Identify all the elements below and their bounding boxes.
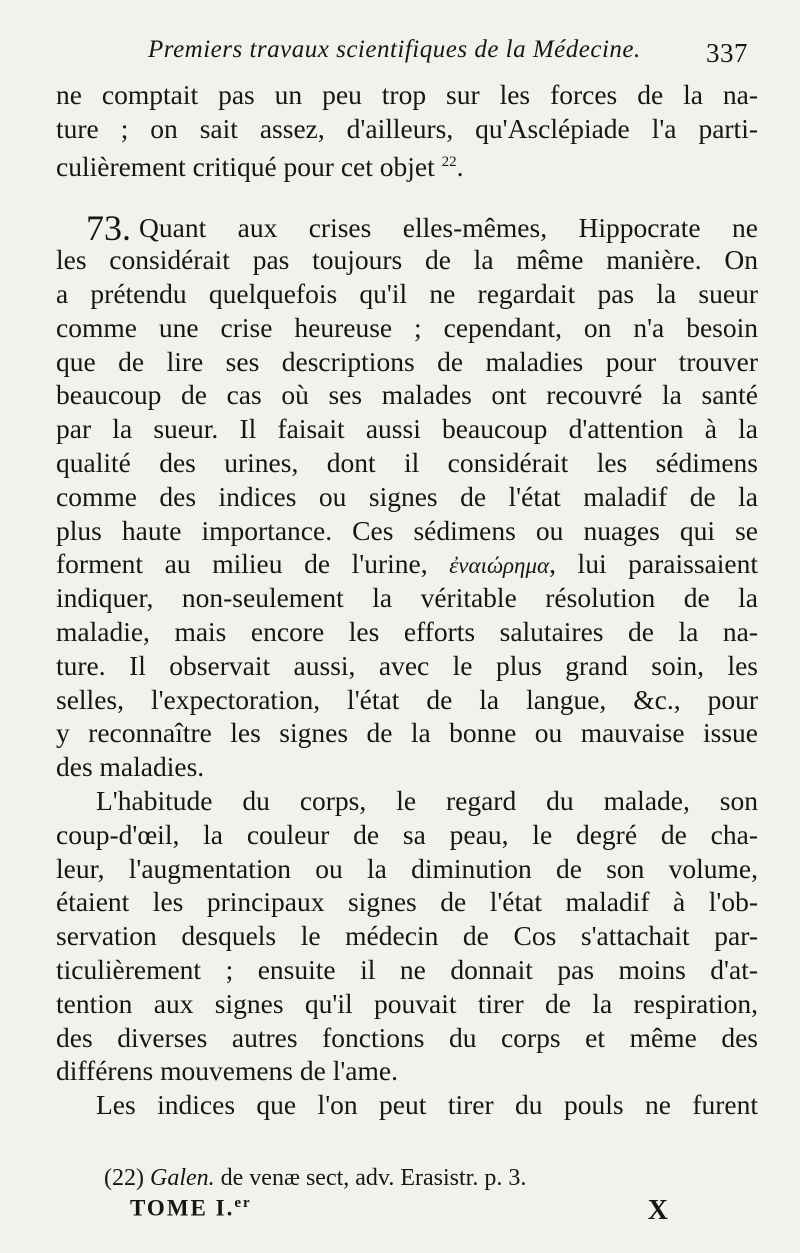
signature-mark: X: [647, 1195, 670, 1226]
text-line: des diverses autres fonctions du corps et même des: [56, 1021, 758, 1053]
text-line: Les indices que l'on peut tirer du pouls ne furent: [96, 1089, 758, 1121]
text-segment: , lui paraissaient: [549, 548, 758, 580]
page-number: 337: [706, 38, 748, 68]
text-line: ne comptait pas un peu trop sur les forces de la na-: [56, 79, 758, 110]
text-line-content: culièrement critiqué pour cet objet: [56, 150, 435, 182]
text-line: indiquer, non-seulement la véritable résolution de la: [56, 582, 758, 614]
text-line-greek: [56, 547, 758, 581]
text-segment: forment au milieu de l'urine,: [56, 548, 428, 580]
running-title: Premiers travaux scientifiques de la Médecine.: [148, 36, 641, 63]
body-text: [56, 78, 758, 1122]
footnote-marker: (22): [104, 1165, 144, 1191]
text-line: les considérait pas toujours de la même manière. On: [56, 244, 758, 276]
paragraph-first-line: Quant aux crises elles-mêmes, Hippocrate ne: [139, 212, 758, 244]
text-line: plus haute importance. Ces sédimens ou nuages qui se: [56, 514, 758, 546]
text-line: coup-d'œil, la couleur de sa peau, le degré de cha-: [56, 818, 758, 850]
text-line: ticulièrement ; ensuite il ne donnait pas moins d'at-: [56, 953, 758, 985]
text-line: y reconnaître les signes de la bonne ou mauvaise issue: [56, 717, 758, 749]
signature-line: [130, 1195, 670, 1226]
text-line: tention aux signes qu'il pouvait tirer de la respiration,: [56, 987, 758, 1019]
running-header: [148, 36, 748, 68]
text-line: beaucoup de cas où ses malades ont recouvré la santé: [56, 379, 758, 411]
text-line: culièrement critiqué pour cet objet $^{22}$.: [56, 150, 464, 182]
text-line: des maladies.: [56, 751, 205, 783]
footnote-reference: 22: [441, 153, 457, 170]
text-line: étaient les principaux signes de l'état maladif à l'ob-: [56, 886, 758, 918]
greek-term: ἐναιώρημα: [449, 553, 550, 579]
text-line: différens mouvemens de l'ame.: [56, 1055, 398, 1087]
text-line: leur, l'augmentation ou la diminution de son volume,: [56, 852, 758, 884]
text-line: servation desquels le médecin de Cos s'attachait par-: [56, 920, 758, 952]
text-line: que de lire ses descriptions de maladies pour trouver: [56, 345, 758, 377]
text-line: selles, l'expectoration, l'état de la langue, &c., pour: [56, 683, 758, 715]
volume-superscript: er: [234, 1195, 252, 1211]
text-line: comme une crise heureuse ; cependant, on n'a besoin: [56, 311, 758, 343]
volume-label: TOME I.: [130, 1195, 235, 1221]
footnote-text: de venæ sect, adv. Erasistr. p. 3.: [220, 1165, 527, 1191]
paragraph-number: 73.: [86, 208, 131, 249]
text-line: L'habitude du corps, le regard du malade, son: [96, 784, 758, 816]
text-line: a prétendu quelquefois qu'il ne regardait pas la sueur: [56, 277, 758, 309]
text-line: ture ; on sait assez, d'ailleurs, qu'Asclépiade l'a parti-: [56, 112, 758, 144]
paragraph-opening-line: [56, 208, 758, 249]
text-line: qualité des urines, dont il considérait les sédimens: [56, 446, 758, 478]
text-line: comme des indices ou signes de l'état maladif de la: [56, 480, 758, 512]
footnote: [104, 1165, 526, 1192]
text-line: par la sueur. Il faisait aussi beaucoup d'attention à la: [56, 413, 758, 445]
text-line: ture. Il observait aussi, avec le plus grand soin, les: [56, 649, 758, 681]
text-line: maladie, mais encore les efforts salutaires de la na-: [56, 615, 758, 647]
footnote-author: Galen.: [149, 1165, 215, 1191]
